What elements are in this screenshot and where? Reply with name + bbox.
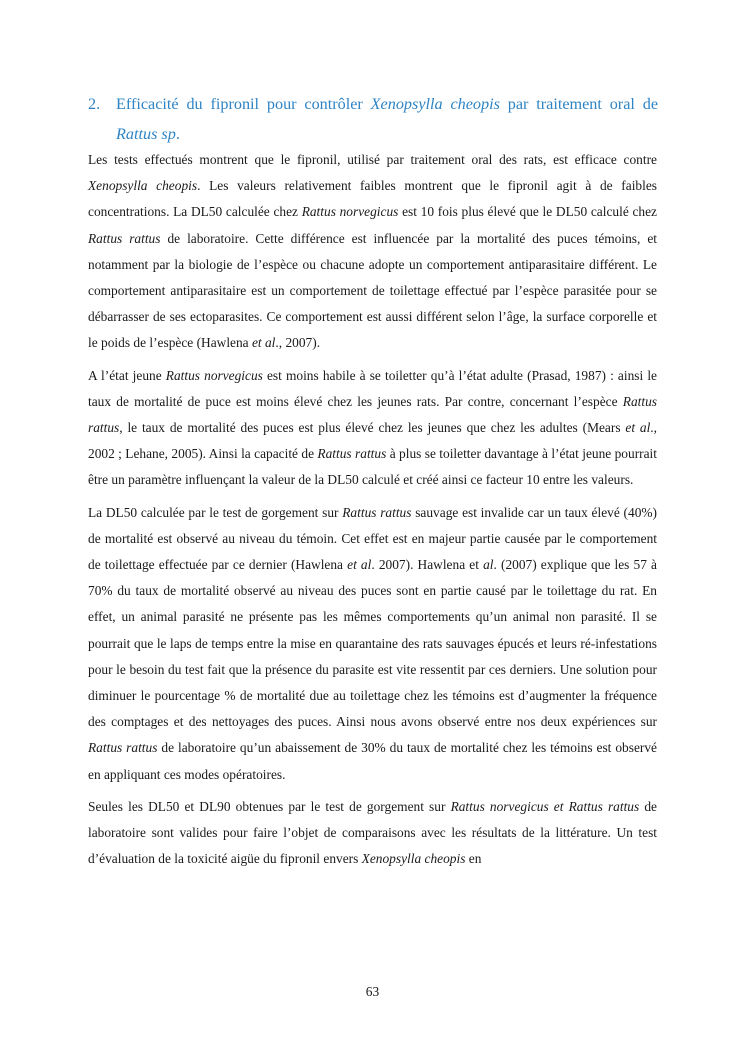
paragraph-segment: . 2007). Hawlena et (371, 557, 484, 573)
paragraph-segment: ., 2002 ; Lehane, 2005). Ainsi la capacité de (88, 420, 657, 462)
paragraph-segment: , le taux de mortalité des puces est plus élevé chez les jeunes que chez les adultes (Mears (119, 420, 626, 436)
paragraph-segment-italic: Rattus rattus (88, 740, 158, 756)
section-number: 2. (88, 95, 101, 113)
paragraph-segment: de laboratoire sont valides pour faire l’objet de comparaisons avec les résultats de la littérature. Un test d’évaluation de la toxicité aigüe du fipronil envers (88, 798, 657, 867)
body-text (88, 147, 657, 872)
paragraph (88, 500, 657, 788)
page-number: 63 (365, 984, 380, 999)
section-title (116, 89, 658, 149)
paragraph-segment: de laboratoire qu’un abaissement de 30% du taux de mortalité chez les témoins est observé en appliquant ces modes opératoires. (88, 740, 657, 782)
paragraph-segment: à plus se toiletter davantage à l’état jeune pourrait être un paramètre influençant la valeur de la DL50 calculé et créé ainsi ce facteur 10 entre les valeurs. (88, 446, 657, 488)
paragraph-segment-italic: al (483, 557, 494, 573)
paragraph-segment-italic: Rattus rattus (317, 446, 387, 462)
heading-segment: Efficacité du fipronil pour contrôler (116, 95, 371, 113)
paragraph-segment: A l’état jeune (88, 367, 166, 383)
paragraph-segment: sauvage est invalide car un taux élevé (40%) de mortalité est observé au niveau du témoin. Cet effet est en majeur partie causée par le comportement de toilettage effectuée par ce dernier (Hawlena (88, 504, 658, 573)
paragraph-segment: La DL50 calculée par le test de gorgement sur (88, 504, 343, 520)
paragraph-segment: Les tests effectués montrent que le fipronil, utilisé par traitement oral des rats, est efficace contre (88, 152, 657, 167)
paragraph (88, 363, 657, 494)
paragraph-segment-italic: Xenopsylla cheopis (361, 851, 466, 867)
paragraph-segment-italic: et al (347, 557, 372, 573)
paragraph-segment: en (465, 851, 482, 867)
paragraph-segment-italic: Xenopsylla cheopis (88, 178, 198, 194)
paragraph-segment-italic: Rattus rattus (88, 230, 161, 246)
paragraph-segment-italic: Rattus norvegicus et Rattus rattus (450, 798, 640, 814)
section-heading (88, 89, 658, 149)
paragraph-segment-italic: et al (625, 420, 651, 436)
paragraph-segment: est moins habile à se toiletter qu’à l’état adulte (Prasad, 1987) : ainsi le taux de mortalité de puce est moins élevé chez les jeunes rats. Par contre, concernant l’espèce (88, 367, 657, 409)
section-title-line-1 (116, 89, 658, 119)
paragraph-segment: . (2007) explique que les 57 à 70% du taux de mortalité observé au niveau des puces sont en partie causé par le toilettage du rat. En effet, un animal parasité ne présente pas les mêmes comportements qu’un animal non parasité. Il se pourrait que le laps de temps entre la mise en quarantaine des rats sauvages épucés et leurs ré-infestations pour le besoin du test fait que la présence du parasite est vite ressentit par ces derniers. Une solution pour diminuer le pourcentage % de mortalité due au toilettage chez les témoins est d’augmenter la fréquence des comptages et des nettoyages des puces. Ainsi nous avons observé entre nos deux expériences sur (88, 557, 657, 730)
heading-segment: . (175, 125, 180, 143)
paragraph-segment-italic: Rattus rattus (88, 393, 657, 436)
paragraph-segment: . Les valeurs relativement faibles montrent que le fipronil agit à de faibles concentrations. La DL50 calculée chez (88, 178, 657, 220)
paragraph (88, 147, 657, 357)
paragraph-segment-italic: Rattus norvegicus (165, 367, 263, 383)
paragraph-segment: est 10 fois plus élevé que le DL50 calculé chez (398, 204, 657, 220)
paragraph-segment-italic: Rattus rattus (342, 504, 412, 520)
heading-segment-italic: Xenopsylla cheopis (370, 95, 500, 113)
paragraph (88, 794, 657, 873)
heading-segment: par traitement oral de (499, 95, 658, 113)
paragraph-segment: Seules les DL50 et DL90 obtenues par le test de gorgement sur (88, 798, 451, 814)
paragraph-segment-italic: et al (251, 335, 276, 351)
paragraph-segment: ., 2007). (275, 335, 321, 351)
heading-segment-italic: Rattus sp (116, 125, 176, 143)
paragraph-segment-italic: Rattus norvegicus (301, 204, 399, 220)
paragraph-segment: de laboratoire. Cette différence est influencée par la mortalité des puces témoins, et notamment par la biologie de l’espèce ou chacune adopte un comportement antiparasitaire différent. Le comportement antiparasitaire est un comportement de toilettage effectué par l’espèce parasitée pour se débarrasser de ses ectoparasites. Ce comportement est aussi différent selon l’âge, la surface corporelle et le poids de l’espèce (Hawlena (88, 230, 657, 351)
